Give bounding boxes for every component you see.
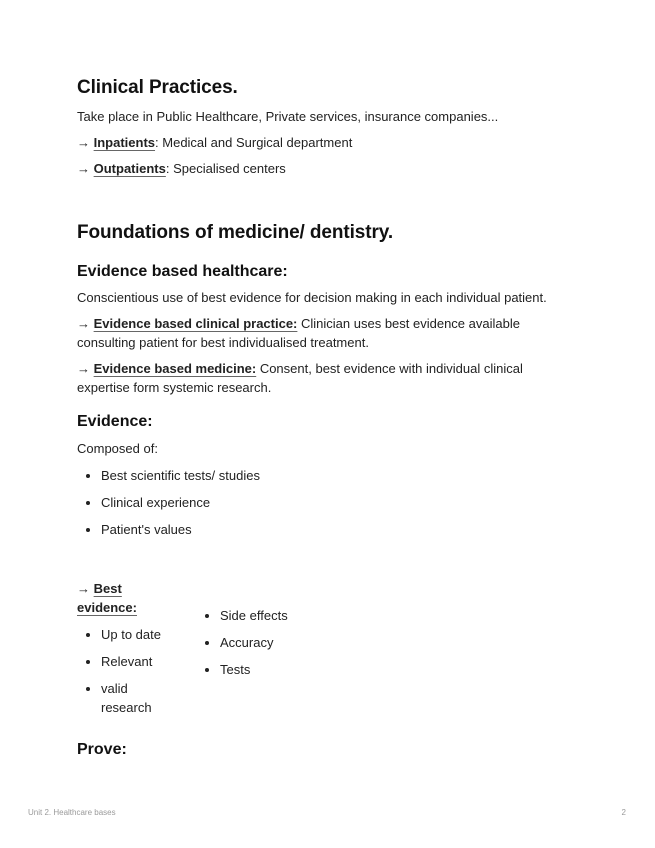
- subsection-title-evidence: Evidence:: [77, 413, 153, 430]
- list-item: Tests: [196, 660, 396, 679]
- arrow-icon: →: [77, 316, 94, 331]
- section-title-clinical-practices: Clinical Practices.: [77, 77, 238, 98]
- ebcp-desc: Clinician uses best evidence available consulting patient for best individualised treatment.: [77, 316, 520, 350]
- list-item: Side effects: [196, 606, 396, 625]
- outpatients-desc: : Specialised centers: [165, 161, 286, 176]
- best-evidence-right-list: [196, 606, 396, 679]
- inpatients-item: [77, 133, 352, 152]
- ebcp-term: Evidence based clinical practice:: [93, 316, 298, 331]
- list-item: Relevant: [77, 652, 187, 671]
- clinical-practices-intro: Take place in Public Healthcare, Private services, insurance companies...: [77, 109, 499, 124]
- evidence-list: [77, 466, 377, 539]
- outpatients-item: [77, 159, 286, 178]
- ebm-term: Evidence based medicine:: [93, 361, 257, 376]
- list-item: valid research: [77, 679, 161, 717]
- best-evidence-left-list: [77, 625, 187, 717]
- ebh-definition: Conscientious use of best evidence for decision making in each individual patient.: [77, 290, 547, 305]
- arrow-icon: →: [77, 581, 94, 596]
- section-title-foundations: Foundations of medicine/ dentistry.: [77, 222, 394, 243]
- evidence-composed-of: Composed of:: [77, 441, 158, 456]
- list-item: Clinical experience: [77, 493, 377, 512]
- outpatients-term: Outpatients: [93, 161, 166, 176]
- ebm-desc: Consent, best evidence with individual clinical expertise form systemic research.: [77, 361, 523, 395]
- best-evidence-term: Best evidence:: [77, 581, 137, 615]
- inpatients-desc: : Medical and Surgical department: [155, 135, 353, 150]
- footer-title: Unit 2. Healthcare bases: [28, 808, 116, 817]
- list-item: Up to date: [77, 625, 187, 644]
- inpatients-term: Inpatients: [93, 135, 156, 150]
- list-item: Patient's values: [77, 520, 377, 539]
- list-item: Best scientific tests/ studies: [77, 466, 377, 485]
- list-item: Accuracy: [196, 633, 396, 652]
- ebcp-item: [77, 314, 557, 352]
- page-number: 2: [621, 808, 626, 817]
- ebm-item: [77, 359, 557, 397]
- subsection-title-evidence-based-healthcare: Evidence based healthcare:: [77, 263, 288, 280]
- arrow-icon: →: [77, 161, 94, 176]
- arrow-icon: →: [77, 135, 94, 150]
- subsection-title-prove: Prove:: [77, 741, 127, 758]
- best-evidence-heading: [77, 579, 157, 617]
- arrow-icon: →: [77, 361, 94, 376]
